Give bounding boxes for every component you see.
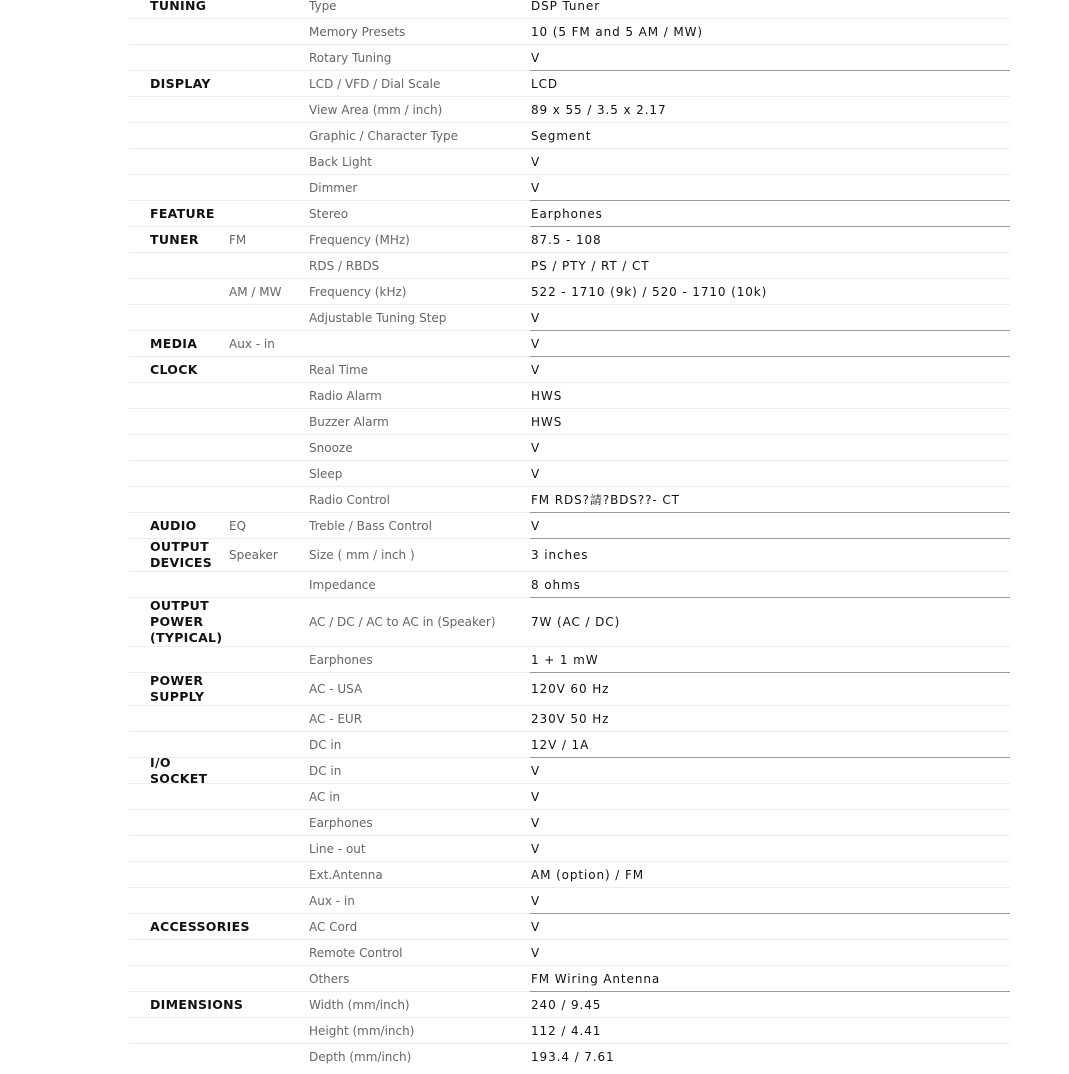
spec-item: DC in bbox=[309, 763, 342, 778]
spec-item: AC Cord bbox=[309, 919, 358, 934]
spec-category: FEATURE bbox=[150, 205, 215, 221]
spec-row bbox=[129, 200, 1010, 226]
spec-row bbox=[129, 1043, 1010, 1069]
spec-value: 240 / 9.45 bbox=[531, 997, 602, 1012]
spec-row bbox=[129, 408, 1010, 434]
spec-row bbox=[129, 460, 1010, 486]
spec-value: 89 x 55 / 3.5 x 2.17 bbox=[531, 102, 667, 117]
spec-item: Sleep bbox=[309, 466, 343, 481]
spec-item: Remote Control bbox=[309, 945, 403, 960]
spec-row bbox=[129, 965, 1010, 991]
spec-value: V bbox=[531, 815, 541, 830]
spec-item: Line - out bbox=[309, 841, 366, 856]
spec-item: Radio Control bbox=[309, 492, 390, 507]
spec-value: 120V 60 Hz bbox=[531, 682, 610, 696]
spec-value: V bbox=[531, 841, 541, 856]
spec-item: Back Light bbox=[309, 154, 372, 169]
spec-item: Earphones bbox=[309, 815, 373, 830]
spec-row bbox=[129, 783, 1010, 809]
spec-value: AM (option) / FM bbox=[531, 867, 645, 882]
spec-row bbox=[129, 96, 1010, 122]
spec-item: Memory Presets bbox=[309, 24, 406, 39]
spec-value: V bbox=[531, 763, 541, 778]
spec-item: View Area (mm / inch) bbox=[309, 102, 443, 117]
spec-value: V bbox=[531, 50, 541, 65]
spec-value: 8 ohms bbox=[531, 577, 581, 592]
spec-row bbox=[129, 44, 1010, 70]
spec-row bbox=[129, 672, 1010, 705]
spec-category: I/O SOCKET bbox=[150, 754, 208, 786]
spec-item: Stereo bbox=[309, 206, 349, 221]
spec-value: V bbox=[531, 945, 541, 960]
spec-value: V bbox=[531, 310, 541, 325]
spec-row bbox=[129, 939, 1010, 965]
spec-item: AC - USA bbox=[309, 682, 363, 696]
spec-value: FM RDS?請?BDS??- CT bbox=[531, 493, 680, 507]
spec-value: V bbox=[531, 362, 541, 377]
spec-category: OUTPUT POWER (TYPICAL) bbox=[150, 598, 223, 645]
spec-category: DIMENSIONS bbox=[150, 996, 244, 1012]
spec-value: 10 (5 FM and 5 AM / MW) bbox=[531, 24, 703, 39]
spec-row bbox=[129, 304, 1010, 330]
spec-value: DSP Tuner bbox=[531, 0, 601, 13]
spec-value: V bbox=[531, 919, 541, 934]
spec-subcategory: Aux - in bbox=[229, 336, 275, 351]
spec-item: Depth (mm/inch) bbox=[309, 1049, 412, 1064]
spec-category: DISPLAY bbox=[150, 75, 211, 91]
spec-item: Rotary Tuning bbox=[309, 50, 392, 65]
spec-item: Size ( mm / inch ) bbox=[309, 548, 415, 562]
spec-value: V bbox=[531, 466, 541, 481]
spec-item: Type bbox=[309, 0, 337, 13]
spec-item: DC in bbox=[309, 737, 342, 752]
spec-value: V bbox=[531, 789, 541, 804]
spec-row bbox=[129, 731, 1010, 757]
spec-row bbox=[129, 705, 1010, 731]
spec-value: LCD bbox=[531, 76, 559, 91]
spec-row bbox=[129, 226, 1010, 252]
spec-item: AC in bbox=[309, 789, 341, 804]
spec-row bbox=[129, 913, 1010, 939]
spec-item: Others bbox=[309, 971, 350, 986]
spec-item: Impedance bbox=[309, 577, 376, 592]
spec-value: V bbox=[531, 336, 541, 351]
spec-row bbox=[129, 356, 1010, 382]
spec-item: Ext.Antenna bbox=[309, 867, 383, 882]
spec-value: V bbox=[531, 893, 541, 908]
spec-item: Buzzer Alarm bbox=[309, 414, 389, 429]
spec-row bbox=[129, 330, 1010, 356]
spec-item: Aux - in bbox=[309, 893, 355, 908]
spec-item: Frequency (kHz) bbox=[309, 284, 407, 299]
spec-item: Snooze bbox=[309, 440, 353, 455]
spec-row bbox=[129, 252, 1010, 278]
spec-category: CLOCK bbox=[150, 361, 198, 377]
spec-subcategory: AM / MW bbox=[229, 284, 282, 299]
spec-value: PS / PTY / RT / CT bbox=[531, 258, 650, 273]
spec-row bbox=[129, 571, 1010, 597]
spec-value: 193.4 / 7.61 bbox=[531, 1049, 615, 1064]
spec-value: 112 / 4.41 bbox=[531, 1023, 602, 1038]
spec-value: 1 + 1 mW bbox=[531, 652, 599, 667]
spec-row bbox=[129, 174, 1010, 200]
spec-row bbox=[129, 538, 1010, 571]
spec-item: Frequency (MHz) bbox=[309, 232, 410, 247]
spec-row bbox=[129, 887, 1010, 913]
spec-value: FM Wiring Antenna bbox=[531, 971, 661, 986]
spec-value: V bbox=[531, 518, 541, 533]
spec-category: ACCESSORIES bbox=[150, 918, 250, 934]
spec-subcategory: EQ bbox=[229, 518, 247, 533]
spec-item: Radio Alarm bbox=[309, 388, 382, 403]
spec-item: LCD / VFD / Dial Scale bbox=[309, 76, 441, 91]
spec-item: Dimmer bbox=[309, 180, 358, 195]
spec-category: OUTPUT DEVICES bbox=[150, 539, 213, 570]
spec-row bbox=[129, 991, 1010, 1017]
spec-row bbox=[129, 512, 1010, 538]
spec-value: Segment bbox=[531, 128, 592, 143]
spec-item: Earphones bbox=[309, 652, 373, 667]
spec-value: V bbox=[531, 154, 541, 169]
spec-row bbox=[129, 861, 1010, 887]
spec-item: Width (mm/inch) bbox=[309, 997, 410, 1012]
spec-row bbox=[129, 70, 1010, 96]
spec-item: RDS / RBDS bbox=[309, 258, 380, 273]
spec-value: V bbox=[531, 440, 541, 455]
spec-value: 522 - 1710 (9k) / 520 - 1710 (10k) bbox=[531, 284, 768, 299]
spec-subcategory: Speaker bbox=[229, 548, 278, 562]
spec-value: 230V 50 Hz bbox=[531, 711, 610, 726]
spec-row bbox=[129, 646, 1010, 672]
spec-row bbox=[129, 597, 1010, 646]
spec-row bbox=[129, 809, 1010, 835]
spec-row bbox=[129, 148, 1010, 174]
spec-item: AC - EUR bbox=[309, 711, 363, 726]
spec-value: 3 inches bbox=[531, 548, 589, 562]
spec-row bbox=[129, 122, 1010, 148]
spec-item: Height (mm/inch) bbox=[309, 1023, 415, 1038]
spec-row bbox=[129, 1017, 1010, 1043]
spec-value: HWS bbox=[531, 414, 563, 429]
spec-value: HWS bbox=[531, 388, 563, 403]
spec-category: AUDIO bbox=[150, 517, 197, 533]
spec-row bbox=[129, 486, 1010, 512]
spec-value: Earphones bbox=[531, 206, 603, 221]
spec-item: Adjustable Tuning Step bbox=[309, 310, 447, 325]
spec-row bbox=[129, 18, 1010, 44]
spec-item: Real Time bbox=[309, 362, 369, 377]
spec-category: TUNER bbox=[150, 231, 199, 247]
spec-table bbox=[129, 0, 1010, 1069]
spec-category: TUNING bbox=[150, 0, 207, 13]
spec-value: 7W (AC / DC) bbox=[531, 615, 621, 629]
spec-subcategory: FM bbox=[229, 232, 247, 247]
spec-row bbox=[129, 278, 1010, 304]
spec-value: V bbox=[531, 180, 541, 195]
spec-value: 87.5 - 108 bbox=[531, 232, 602, 247]
spec-row bbox=[129, 0, 1010, 18]
spec-row bbox=[129, 754, 1010, 786]
spec-category: POWER SUPPLY bbox=[150, 673, 205, 704]
spec-row bbox=[129, 382, 1010, 408]
spec-item: AC / DC / AC to AC in (Speaker) bbox=[309, 615, 496, 629]
spec-value: 12V / 1A bbox=[531, 737, 590, 752]
spec-row bbox=[129, 835, 1010, 861]
spec-item: Graphic / Character Type bbox=[309, 128, 459, 143]
spec-category: MEDIA bbox=[150, 335, 198, 351]
spec-item: Treble / Bass Control bbox=[309, 518, 432, 533]
spec-row bbox=[129, 434, 1010, 460]
